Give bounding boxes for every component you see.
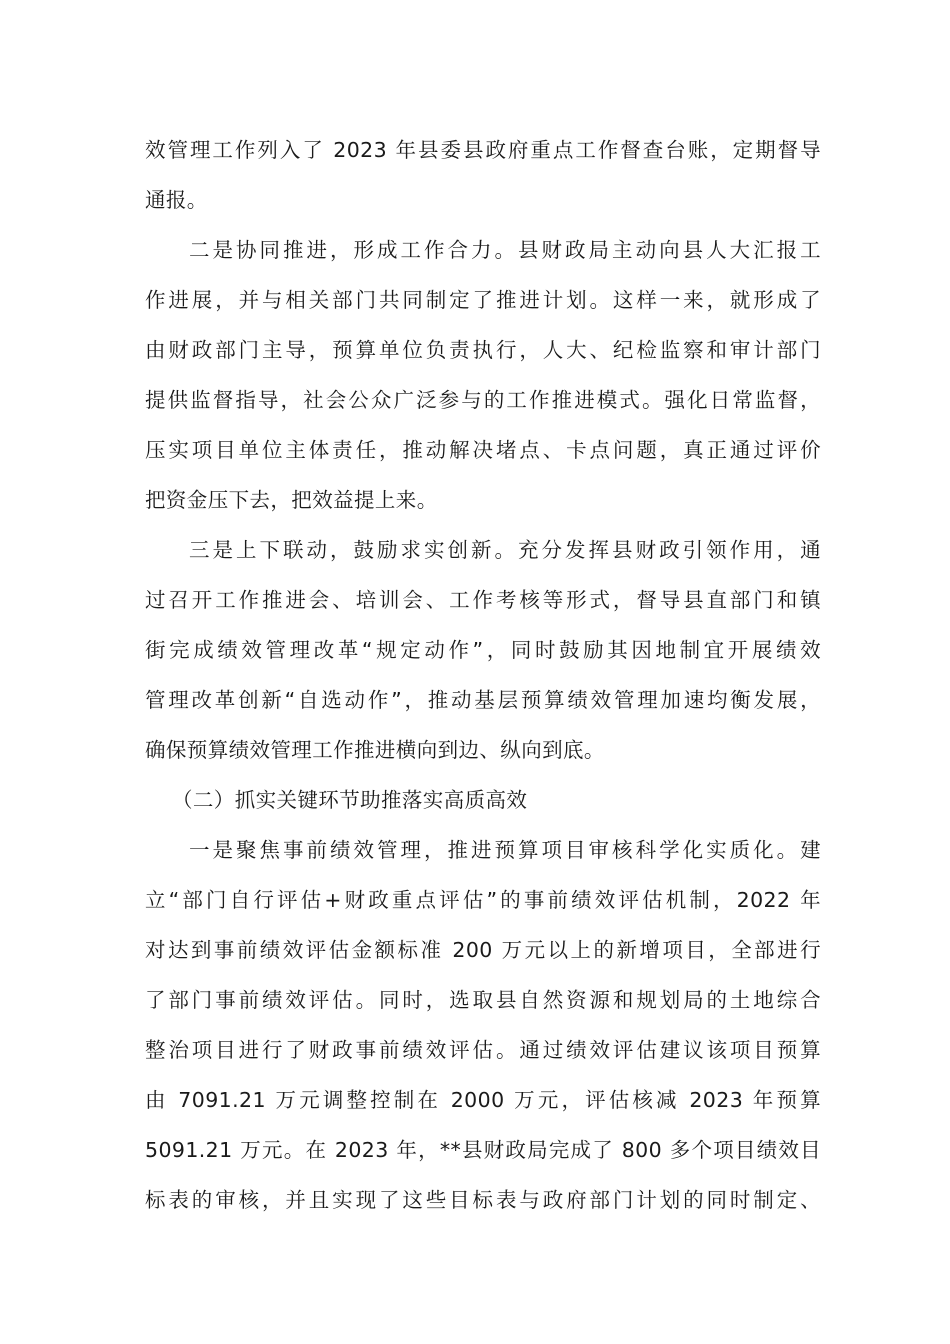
text-line: 立“部门自行评估+财政重点评估”的事前绩效评估机制，2022 年 xyxy=(145,888,821,912)
text-line: 由财政部门主导，预算单位负责执行，人大、纪检监察和审计部门 xyxy=(145,338,821,362)
paragraph-start-line: 二是协同推进，形成工作合力。县财政局主动向县人大汇报工 xyxy=(189,238,821,262)
text-line: 管理改革创新“自选动作”，推动基层预算绩效管理加速均衡发展， xyxy=(145,688,821,712)
text-line: 通报。 xyxy=(145,188,208,212)
text-line: 整治项目进行了财政事前绩效评估。通过绩效评估建议该项目预算 xyxy=(145,1038,821,1062)
text-line: 对达到事前绩效评估金额标准 200 万元以上的新增项目，全部进行 xyxy=(145,938,821,962)
text-line: 由 7091.21 万元调整控制在 2000 万元，评估核减 2023 年预算 xyxy=(145,1088,821,1112)
paragraph-start-line: 一是聚焦事前绩效管理，推进预算项目审核科学化实质化。建 xyxy=(189,838,821,862)
text-line: 过召开工作推进会、培训会、工作考核等形式，督导县直部门和镇 xyxy=(145,588,821,612)
text-line: 作进展，并与相关部门共同制定了推进计划。这样一来，就形成了 xyxy=(145,288,821,312)
text-line: 效管理工作列入了 2023 年县委县政府重点工作督查台账，定期督导 xyxy=(145,138,821,162)
section-heading: （二）抓实关键环节助推落实高质高效 xyxy=(172,788,528,812)
text-line: 确保预算绩效管理工作推进横向到边、纵向到底。 xyxy=(145,738,605,762)
text-line: 街完成绩效管理改革“规定动作”，同时鼓励其因地制宜开展绩效 xyxy=(145,638,821,662)
paragraph-start-line: 三是上下联动，鼓励求实创新。充分发挥县财政引领作用，通 xyxy=(189,538,821,562)
text-line: 了部门事前绩效评估。同时，选取县自然资源和规划局的土地综合 xyxy=(145,988,821,1012)
text-line: 提供监督指导，社会公众广泛参与的工作推进模式。强化日常监督， xyxy=(145,388,821,412)
text-line: 标表的审核，并且实现了这些目标表与政府部门计划的同时制定、 xyxy=(145,1188,821,1212)
text-line: 把资金压下去，把效益提上来。 xyxy=(145,488,438,512)
text-line: 5091.21 万元。在 2023 年，**县财政局完成了 800 多个项目绩效目 xyxy=(145,1138,821,1162)
text-line: 压实项目单位主体责任，推动解决堵点、卡点问题，真正通过评价 xyxy=(145,438,821,462)
